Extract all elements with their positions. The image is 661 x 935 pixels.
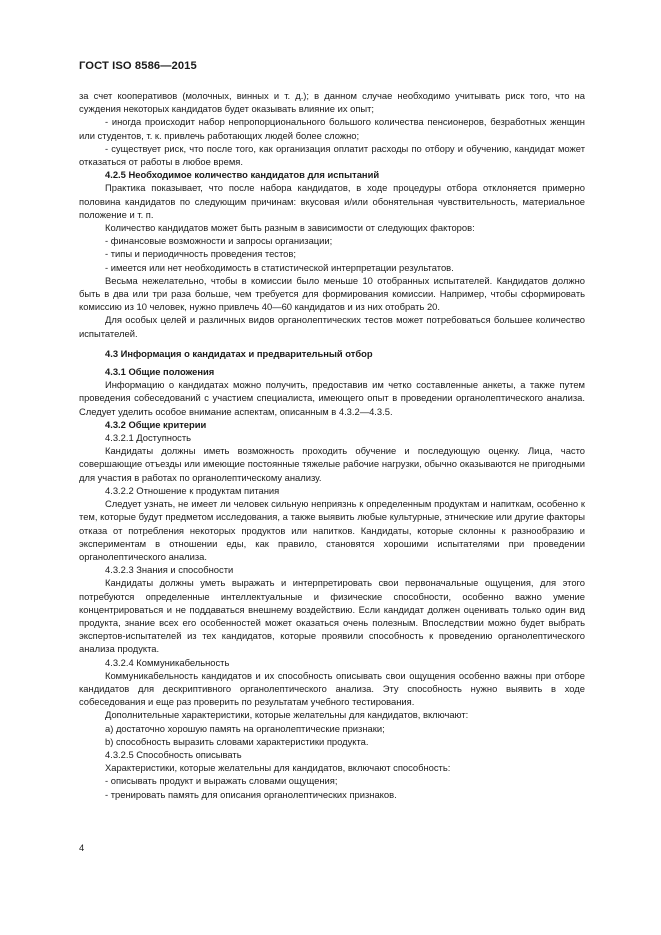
list-item: - описывать продукт и выражать словами ощущения; [105, 775, 338, 787]
paragraph: Для особых целей и различных видов органолептических тестов может потребоваться большее количество испытателей. [79, 314, 585, 339]
paragraph: Количество кандидатов может быть разным в зависимости от следующих факторов: [105, 222, 475, 234]
paragraph: Весьма нежелательно, чтобы в комиссии было меньше 10 отобранных испытателей. Кандидатов должно быть в два или три раза больше, чем требуется для формирования комиссии. Например, чтобы сформировать комиссию из 10 человек, нужно привлечь 40—60 кандидатов и из них отобрать 20. [79, 274, 585, 313]
clause-heading: 4.3.2.2 Отношение к продуктам питания [105, 484, 280, 496]
page-number: 4 [79, 842, 85, 853]
paragraph: Практика показывает, что после набора кандидатов, в ходе процедуры отбора отклоняется примерно половина кандидатов по следующим причинам: вкусовая и/или обонятельная чувствительность, материальное положение и т. п. [79, 182, 585, 220]
section-heading: 4.3 Информация о кандидатах и предварительный отбор [105, 347, 373, 359]
subsection-heading: 4.3.1 Общие положения [105, 366, 215, 378]
clause-heading: 4.3.2.4 Коммуникабельность [105, 656, 230, 668]
paragraph: Кандидаты должны уметь выражать и интерпретировать свои первоначальные ощущения, для этого потребуются определенные интеллектуальные и физические способности, особенно важно умение концентрироваться и не поддаваться внешнему воздействию. Если кандидат должен оценивать только один вид продукта, знание всех его особенностей может оказаться очень полезным. Впоследствии можно будет выбрать экспертов-испытателей из тех кандидатов, которые проявили способность к проведению органолептического анализа продукта. [79, 577, 585, 655]
paragraph: Дополнительные характеристики, которые желательны для кандидатов, включают: [105, 709, 469, 721]
list-item: - имеется или нет необходимость в статистической интерпретации результатов. [105, 261, 454, 273]
paragraph: Коммуникабельность кандидатов и их способность описывать свои ощущения особенно важны при отборе кандидатов для дескриптивного органолептического анализа. Эту способность нужно выявить в ходе собеседования и еще раз проверить по результатам учебного тестирования. [79, 669, 585, 708]
clause-heading: 4.3.2.5 Способность описывать [105, 748, 242, 760]
clause-heading: 4.3.2.1 Доступность [105, 432, 192, 444]
list-item: b) способность выразить словами характеристики продукта. [105, 735, 369, 747]
clause-heading: 4.3.2.3 Знания и способности [105, 564, 234, 576]
paragraph: Характеристики, которые желательны для кандидатов, включают способность: [105, 762, 451, 774]
document-body [79, 89, 585, 801]
paragraph: Информацию о кандидатах можно получить, предоставив им четко составленные анкеты, а также путем проведения собеседований с участием специалиста, имеющего опыт в проведении органолептического анализа. Следует уделить особое внимание аспектам, описанным в 4.3.2—4.3.5. [79, 379, 585, 417]
paragraph: Кандидаты должны иметь возможность проходить обучение и последующую оценку. Лица, часто совершающие отъезды или имеющие постоянные тяжелые рабочие нагрузки, обычно оказываются не пригодными для участия в работах по органолептическому анализу. [79, 445, 585, 483]
paragraph: Следует узнать, не имеет ли человек сильную неприязнь к определенным продуктам и напиткам, особенно к тем, которые будут предметом исследования, а также выявить любые культурные, этнические или другие факторы отказа от потребления некоторых продуктов или напитков. Кандидаты, которые склонны к разнообразию и экспериментам в отношении еды, как правило, становятся хорошими испытателями при проведении органолептического анализа. [79, 498, 585, 562]
subsection-heading: 4.3.2 Общие критерии [105, 418, 207, 430]
list-item: - существует риск, что после того, как организация оплатит расходы по отбору и обучению, кандидат может отказаться от работы в любое время. [79, 142, 585, 168]
list-item: - тренировать память для описания органолептических признаков. [105, 788, 397, 800]
list-item: a) достаточно хорошую память на органолептические признаки; [105, 722, 385, 734]
section-heading: 4.2.5 Необходимое количество кандидатов для испытаний [105, 169, 380, 181]
paragraph: за счет кооперативов (молочных, винных и т. д.); в данном случае необходимо учитывать риск того, что на суждения некоторых кандидатов будет оказывать влияние их опыт; [79, 90, 585, 115]
list-item: - финансовые возможности и запросы организации; [105, 235, 333, 247]
list-item: - иногда происходит набор непропорционального большого количества пенсионеров, безработных женщин или студентов, т. к. привлечь работающих людей более сложно; [79, 116, 585, 141]
list-item: - типы и периодичность проведения тестов; [105, 248, 296, 260]
document-header: ГОСТ ISO 8586—2015 [79, 60, 197, 72]
